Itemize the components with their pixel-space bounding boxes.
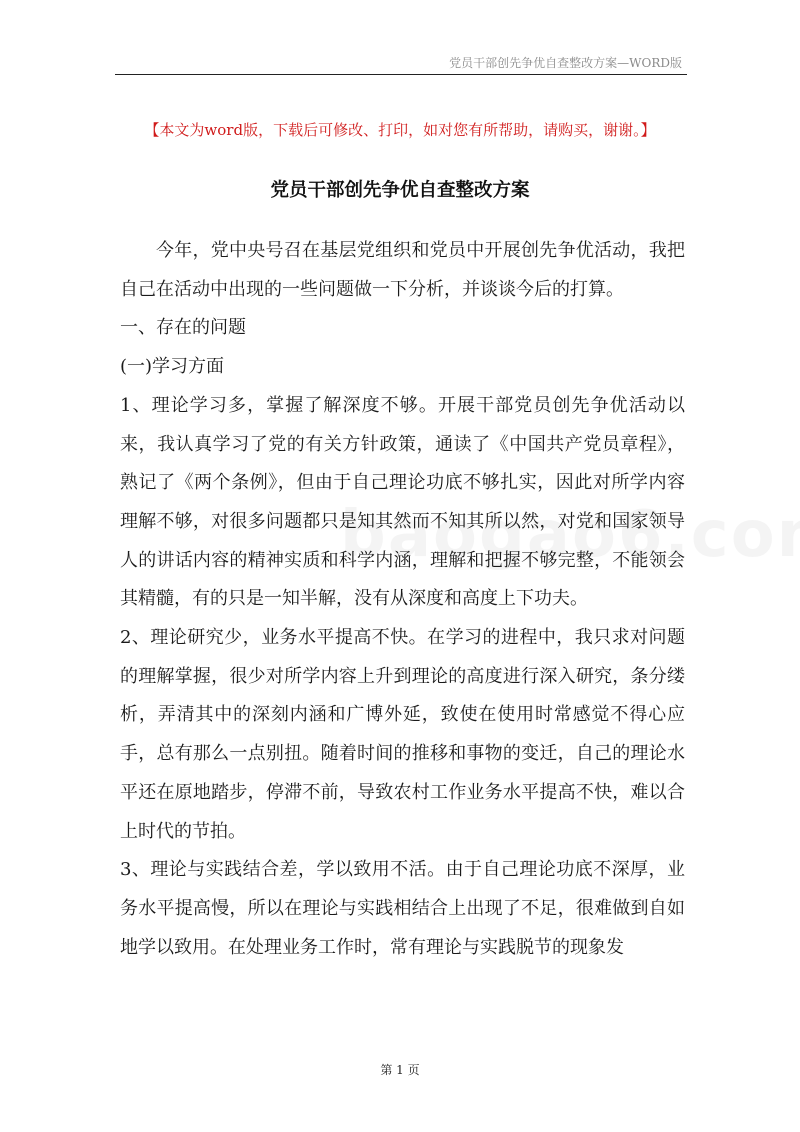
download-notice: 【本文为word版，下载后可修改、打印，如对您有所帮助，请购买，谢谢。】: [144, 121, 656, 139]
header-divider: [115, 74, 687, 75]
body-paragraph: 3、理论与实践结合差，学以致用不活。由于自己理论功底不深厚，业务水平提高慢，所以在理论与实践相结合上出现了不足，很难做到自如地学以致用。在处理业务工作时，常有理论与实践脱节的现象发: [120, 859, 685, 958]
running-header: 党员干部创先争优自查整改方案—WORD版: [449, 56, 682, 70]
page-number: 第 1 页: [380, 1063, 420, 1077]
document-body: [120, 232, 685, 967]
intro-paragraph: 今年，党中央号召在基层党组织和党员中开展创先争优活动，我把自己在活动中出现的一些问题做一下分析，并谈谈今后的打算。: [120, 240, 685, 300]
document-title: 党员干部创先争优自查整改方案: [270, 180, 530, 201]
section-heading: 一、存在的问题: [120, 317, 246, 339]
body-paragraph: 1、理论学习多，掌握了解深度不够。开展干部党员创先争优活动以来，我认真学习了党的有关方针政策，通读了《中国共产党员章程》，熟记了《两个条例》，但由于自己理论功底不够扎实，因此对所学内容理解不够，对很多问题都只是知其然而不知其所以然，对党和国家领导人的讲话内容的精神实质和科学内涵，理解和把握不够完整，不能领会其精髓，有的只是一知半解，没有从深度和高度上下功夫。: [120, 394, 685, 610]
subsection-heading: (一)学习方面: [120, 356, 225, 378]
body-paragraph: 2、理论研究少，业务水平提高不快。在学习的进程中，我只求对问题的理解掌握，很少对所学内容上升到理论的高度进行深入研究，条分缕析，弄清其中的深刻内涵和广博外延，致使在使用时常感觉不得心应手，总有那么一点别扭。随着时间的推移和事物的变迁，自己的理论水平还在原地踏步，停滞不前，导致农村工作业务水平提高不快，难以合上时代的节拍。: [120, 627, 685, 842]
